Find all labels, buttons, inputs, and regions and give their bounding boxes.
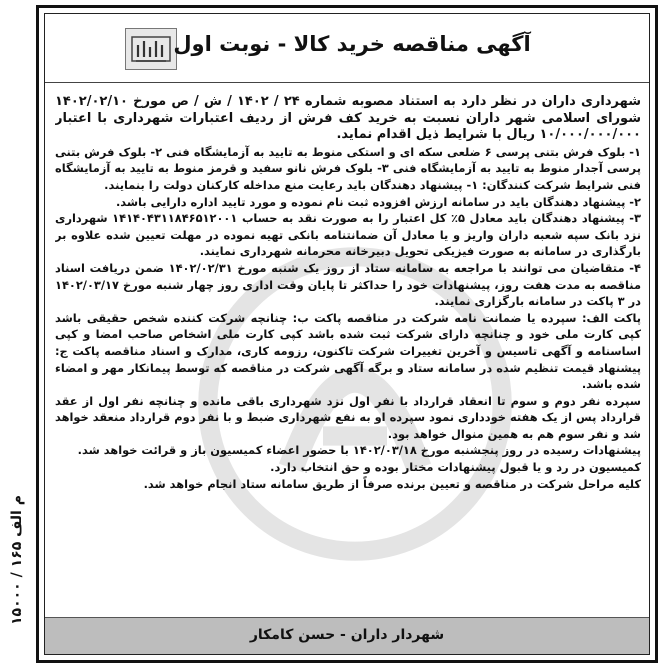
ad-signature: شهردار داران - حسن کامکار xyxy=(249,627,445,643)
ad-envelopes: پاکت الف: سپرده یا ضمانت نامه شرکت در مناقصه پاکت ب: چنانچه شرکت کننده شخص حقیقی باشد کپی کارت ملی خود و چنانچه دارای شرکت ثبت شده باشد کپی کارت ملی اشخاص صاحب امضا و کپی اساسنامه و آگهی تاسیس و آخرین تغییرات شرکت تاکنون، رزومه کاری، مدارک و اسناد مناقصه پاکت ج: پیشنهاد قیمت تنظیم شده در سامانه ستاد و برگه آگهی شرکت در مناقصه که توسط پیمانکار مهر و امضاء شده باشد. xyxy=(55,310,641,392)
ad-setad-note: کلیه مراحل شرکت در مناقصه و تعیین برنده صرفاً از طریق سامانه ستاد انجام خواهد شد. xyxy=(143,476,641,491)
ad-reference-code-text: م الف ۱۶۵ / ۱۵۰۰۰ xyxy=(9,495,25,625)
ad-item-2: ۲- پیشنهاد دهندگان باید در سامانه ارزش افزوده ثبت نام نموده و مورد تایید اداره دارایی باشد. xyxy=(115,194,641,209)
ad-item-4: ۴- متقاضیان می توانند با مراجعه به سامانه ستاد از روز یک شنبه مورخ ۱۴۰۲/۰۲/۳۱ ضمن دریافت اسناد مناقصه به مدت هفت روز، پیشنهادات خود را حداکثر تا پایان وقت اداری روز چهار شنبه مورخ ۱۴۰۲/۰۳/۱۷ در ۳ پاکت در سامانه بارگزاری نمایند. xyxy=(55,260,641,309)
ad-reference-code xyxy=(2,470,32,650)
ad-signature-bar xyxy=(45,617,649,654)
ad-title: آگهی مناقصه خرید کالا - نوبت اول xyxy=(173,32,531,56)
tender-ad-inner xyxy=(44,13,650,655)
ad-item-3: ۳- پیشنهاد دهندگان باید معادل ۵٪ کل اعتبار را به صورت نقد به حساب ۱۴۱۴۰۴۳۱۱۸۴۶۵۱۲۰۰۱ شهرداری نزد بانک سپه شعبه داران واریز و یا معادل آن ضمانتنامه بانکی تهیه نموده در مهلت تعیین شده علاوه بر بارگذاری در سامانه به صورت فیزیکی تحویل دبیرخانه محرمانه شهرداری نمایند. xyxy=(55,211,641,259)
tender-ad-frame xyxy=(36,5,658,663)
ad-header xyxy=(45,14,649,83)
ad-deposit-terms: سپرده نفر دوم و سوم تا انعقاد قرارداد با نفر اول نزد شهرداری باقی مانده و چنانچه نفر اول از عقد قرارداد پس از یک هفته خودداری نمود سپرده او به نفع شهرداری ضبط و با نفر دوم قرارداد منعقد خواهد شد و نفر سوم هم به همین منوال خواهد بود. xyxy=(55,393,641,441)
ad-commission-right: کمیسیون در رد و یا قبول پیشنهادات مختار بوده و حق انتخاب دارد. xyxy=(270,460,641,475)
ad-body xyxy=(55,94,641,604)
ad-intro: شهرداری داران در نظر دارد به استناد مصوبه شماره ۲۴ / ۱۴۰۲ / ش / ص مورخ ۱۴۰۲/۰۲/۱۰ شورای اسلامی شهر داران نسبت به خرید کف فرش از ردیف اعتبارات شهرداری با اعتبار ۱۰/۰۰۰/۰۰۰/۰۰۰ ریال با شرایط ذیل اقدام نماید. xyxy=(55,94,641,143)
ad-opening-date: پیشنهادات رسیده در روز پنجشنبه مورخ ۱۴۰۲/۰۳/۱۸ با حضور اعضاء کمیسیون باز و قرائت خواهد شد. xyxy=(77,443,641,458)
ad-item-1: ۱- بلوک فرش بتنی پرسی ۶ ضلعی سکه ای و استکی منوط به تایید به آزمایشگاه فنی ۲- بلوک فرش بتنی پرسی آجدار منوط به تایید به آزمایشگاه فنی ۳- بلوک فرش نانو سفید و قرمز منوط به تایید به آزمایشگاه فنی شرایط شرکت کنندگان: ۱- پیشنهاد دهندگان باید رعایت منع مداخله کارکنان دولت را بنمایند. xyxy=(55,144,641,192)
